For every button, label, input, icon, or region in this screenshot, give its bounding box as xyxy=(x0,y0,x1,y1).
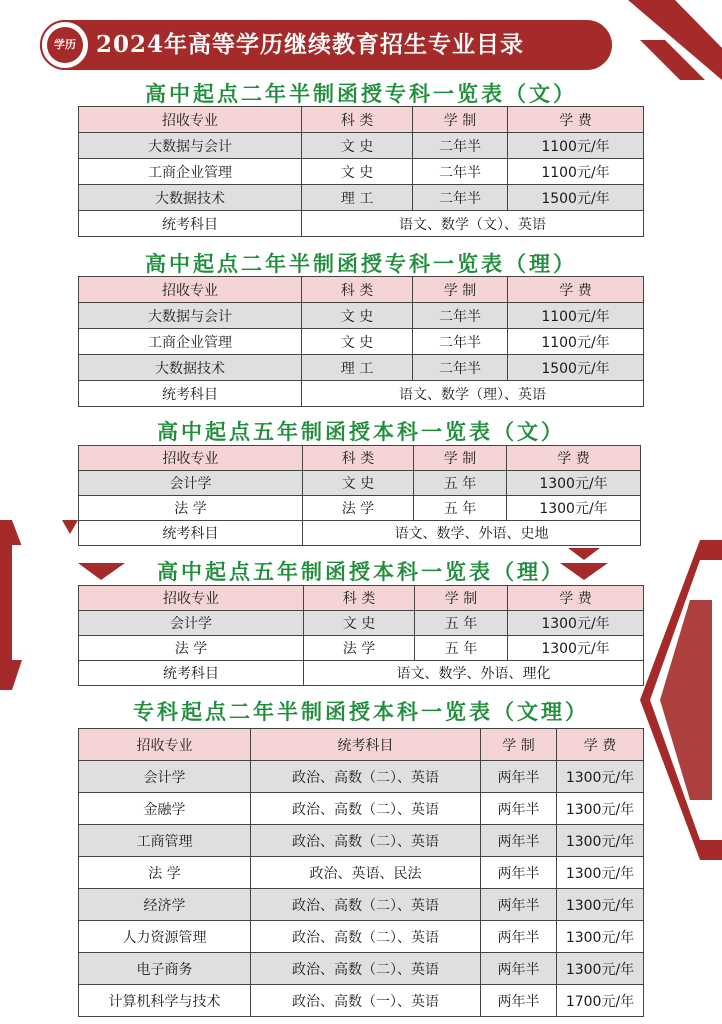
cell-major: 人力资源管理 xyxy=(79,921,251,953)
table-row xyxy=(79,793,644,825)
cell-fee: 1300元/年 xyxy=(557,793,644,825)
table-header-row xyxy=(79,446,641,471)
header-cell: 招收专业 xyxy=(79,729,251,761)
cell-fee: 1300元/年 xyxy=(507,496,641,521)
table-3 xyxy=(78,445,641,546)
cell-exam-label: 统考科目 xyxy=(79,661,304,686)
table-footer-row xyxy=(79,521,641,546)
cell-exam-subjects: 政治、高数（一）、英语 xyxy=(251,985,481,1017)
header-cell: 学 费 xyxy=(507,446,641,471)
table-row xyxy=(79,611,644,636)
header-cell: 科 类 xyxy=(302,277,413,303)
header-cell: 学 制 xyxy=(414,446,507,471)
table-5 xyxy=(78,728,644,1017)
cell-exam-label: 统考科目 xyxy=(79,211,302,237)
header-cell: 学 制 xyxy=(413,277,508,303)
cell-duration: 两年半 xyxy=(481,825,557,857)
cell-exam-subjects: 政治、高数（二）、英语 xyxy=(251,953,481,985)
table-row xyxy=(79,921,644,953)
cell-fee: 1300元/年 xyxy=(508,636,644,661)
table-header-row xyxy=(79,729,644,761)
table-row xyxy=(79,953,644,985)
header-cell: 学 制 xyxy=(413,107,508,133)
table-row xyxy=(79,636,644,661)
cell-fee: 1300元/年 xyxy=(508,611,644,636)
cell-exam-label: 统考科目 xyxy=(79,521,303,546)
cell-duration: 五 年 xyxy=(414,496,507,521)
cell-category: 文 史 xyxy=(303,471,414,496)
table-footer-row xyxy=(79,211,644,237)
cell-major: 大数据与会计 xyxy=(79,303,302,329)
cell-duration: 五 年 xyxy=(415,611,508,636)
cell-fee: 1300元/年 xyxy=(557,953,644,985)
table-header-row xyxy=(79,586,644,611)
cell-fee: 1300元/年 xyxy=(557,825,644,857)
header-cell: 招收专业 xyxy=(79,446,303,471)
table-row xyxy=(79,133,644,159)
table-row xyxy=(79,761,644,793)
cell-exam-subjects: 语文、数学（理）、英语 xyxy=(302,381,644,407)
header-cell: 招收专业 xyxy=(79,277,302,303)
cell-exam-label: 统考科目 xyxy=(79,381,302,407)
cell-major: 会计学 xyxy=(79,761,251,793)
table-2 xyxy=(78,276,644,407)
cell-duration: 二年半 xyxy=(413,159,508,185)
section-title-3: 高中起点五年制函授本科一览表（文） xyxy=(157,420,565,444)
table-row xyxy=(79,303,644,329)
cell-exam-subjects: 语文、数学（文）、英语 xyxy=(302,211,644,237)
cell-duration: 二年半 xyxy=(413,355,508,381)
cell-duration: 二年半 xyxy=(413,133,508,159)
cell-fee: 1100元/年 xyxy=(508,303,644,329)
cell-duration: 两年半 xyxy=(481,761,557,793)
header-cell: 统考科目 xyxy=(251,729,481,761)
school-logo-mark: 学历 xyxy=(47,27,83,63)
cell-exam-subjects: 政治、高数（二）、英语 xyxy=(251,793,481,825)
table-footer-row xyxy=(79,661,644,686)
table-row xyxy=(79,496,641,521)
cell-fee: 1100元/年 xyxy=(508,159,644,185)
cell-category: 理 工 xyxy=(302,185,413,211)
cell-exam-subjects: 语文、数学、外语、史地 xyxy=(303,521,641,546)
cell-duration: 二年半 xyxy=(413,303,508,329)
cell-category: 文 史 xyxy=(302,133,413,159)
cell-fee: 1500元/年 xyxy=(508,185,644,211)
cell-category: 文 史 xyxy=(302,159,413,185)
cell-category: 理 工 xyxy=(302,355,413,381)
cell-exam-subjects: 政治、高数（二）、英语 xyxy=(251,761,481,793)
cell-category: 文 史 xyxy=(302,303,413,329)
cell-major: 大数据技术 xyxy=(79,185,302,211)
cell-fee: 1300元/年 xyxy=(507,471,641,496)
header-cell: 科 类 xyxy=(303,446,414,471)
cell-duration: 二年半 xyxy=(413,329,508,355)
header-cell: 招收专业 xyxy=(79,586,304,611)
section-title-2: 高中起点二年半制函授专科一览表（理） xyxy=(145,252,577,276)
cell-fee: 1100元/年 xyxy=(508,329,644,355)
cell-duration: 两年半 xyxy=(481,793,557,825)
header-cell: 学 制 xyxy=(481,729,557,761)
cell-duration: 两年半 xyxy=(481,985,557,1017)
cell-fee: 1300元/年 xyxy=(557,921,644,953)
table-header-row xyxy=(79,277,644,303)
table-row xyxy=(79,329,644,355)
table-row xyxy=(79,857,644,889)
table-row xyxy=(79,471,641,496)
cell-duration: 二年半 xyxy=(413,185,508,211)
table-row xyxy=(79,185,644,211)
cell-major: 经济学 xyxy=(79,889,251,921)
school-logo xyxy=(40,20,90,70)
cell-duration: 两年半 xyxy=(481,857,557,889)
table-row xyxy=(79,159,644,185)
cell-duration: 五 年 xyxy=(415,636,508,661)
cell-major: 工商企业管理 xyxy=(79,329,302,355)
cell-duration: 两年半 xyxy=(481,921,557,953)
table-row xyxy=(79,889,644,921)
cell-duration: 两年半 xyxy=(481,889,557,921)
header-cell: 科 类 xyxy=(304,586,415,611)
cell-major: 计算机科学与技术 xyxy=(79,985,251,1017)
cell-major: 会计学 xyxy=(79,611,304,636)
cell-exam-subjects: 政治、高数（二）、英语 xyxy=(251,921,481,953)
table-1 xyxy=(78,106,644,237)
cell-major: 金融学 xyxy=(79,793,251,825)
cell-fee: 1700元/年 xyxy=(557,985,644,1017)
section-title-1: 高中起点二年半制函授专科一览表（文） xyxy=(145,82,577,106)
table-header-row xyxy=(79,107,644,133)
table-row xyxy=(79,355,644,381)
header-cell: 招收专业 xyxy=(79,107,302,133)
cell-major: 工商管理 xyxy=(79,825,251,857)
table-row xyxy=(79,825,644,857)
cell-fee: 1300元/年 xyxy=(557,761,644,793)
cell-major: 大数据与会计 xyxy=(79,133,302,159)
cell-category: 文 史 xyxy=(302,329,413,355)
cell-category: 文 史 xyxy=(304,611,415,636)
table-row xyxy=(79,985,644,1017)
cell-duration: 两年半 xyxy=(481,953,557,985)
cell-fee: 1300元/年 xyxy=(557,857,644,889)
table-4 xyxy=(78,585,644,686)
section-title-5: 专科起点二年半制函授本科一览表（文理） xyxy=(133,700,589,724)
header-cell: 学 制 xyxy=(415,586,508,611)
cell-fee: 1100元/年 xyxy=(508,133,644,159)
cell-exam-subjects: 政治、英语、民法 xyxy=(251,857,481,889)
cell-major: 大数据技术 xyxy=(79,355,302,381)
page-title: 2024年高等学历继续教育招生专业目录 xyxy=(96,31,525,58)
cell-exam-subjects: 政治、高数（二）、英语 xyxy=(251,889,481,921)
header-cell: 学 费 xyxy=(508,107,644,133)
cell-exam-subjects: 政治、高数（二）、英语 xyxy=(251,825,481,857)
cell-major: 工商企业管理 xyxy=(79,159,302,185)
header-cell: 学 费 xyxy=(557,729,644,761)
header-cell: 学 费 xyxy=(508,277,644,303)
cell-major: 法 学 xyxy=(79,636,304,661)
cell-duration: 五 年 xyxy=(414,471,507,496)
cell-fee: 1500元/年 xyxy=(508,355,644,381)
header-cell: 学 费 xyxy=(508,586,644,611)
cell-fee: 1300元/年 xyxy=(557,889,644,921)
cell-major: 会计学 xyxy=(79,471,303,496)
cell-category: 法 学 xyxy=(303,496,414,521)
cell-major: 法 学 xyxy=(79,857,251,889)
header-cell: 科 类 xyxy=(302,107,413,133)
section-title-4: 高中起点五年制函授本科一览表（理） xyxy=(157,560,565,584)
cell-category: 法 学 xyxy=(304,636,415,661)
cell-major: 法 学 xyxy=(79,496,303,521)
table-footer-row xyxy=(79,381,644,407)
cell-major: 电子商务 xyxy=(79,953,251,985)
cell-exam-subjects: 语文、数学、外语、理化 xyxy=(304,661,644,686)
